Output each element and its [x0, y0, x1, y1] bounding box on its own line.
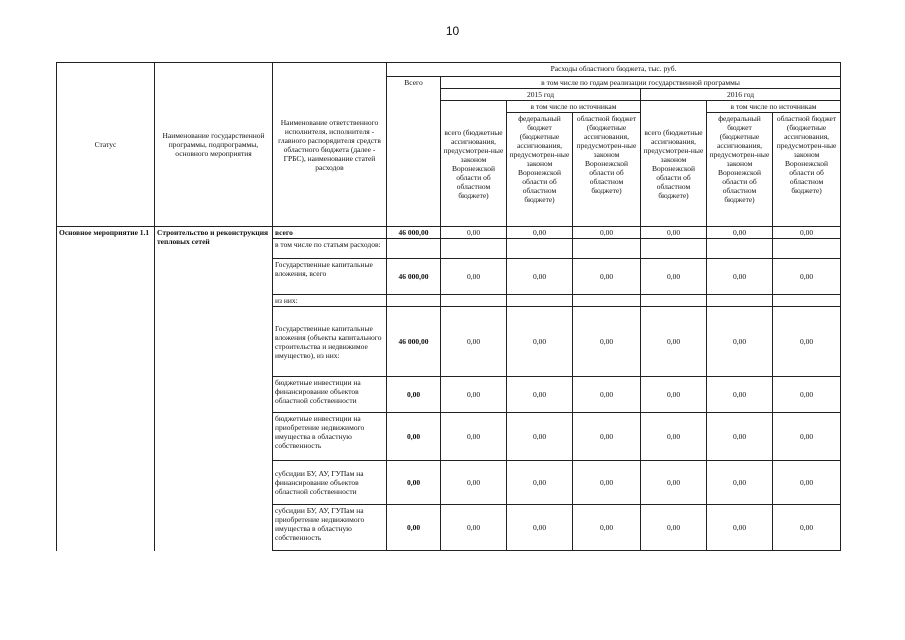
budget-table — [56, 62, 841, 551]
row-total: 46 000,00 — [387, 227, 441, 239]
row-value: 0,00 — [441, 505, 507, 551]
row-value — [441, 295, 507, 307]
row-total: 46 000,00 — [387, 259, 441, 295]
row-value: 0,00 — [773, 413, 841, 461]
row-value — [573, 295, 641, 307]
header-status: Статус — [57, 63, 155, 227]
row-total: 46 000,00 — [387, 307, 441, 377]
row-value: 0,00 — [507, 413, 573, 461]
row-value: 0,00 — [641, 505, 707, 551]
row-value: 0,00 — [707, 413, 773, 461]
row-value: 0,00 — [641, 461, 707, 505]
row-value — [641, 239, 707, 259]
row-total: 0,00 — [387, 461, 441, 505]
row-label: субсидии БУ, АУ, ГУПам на финансирование объектов областной собственности — [273, 461, 387, 505]
header-2016-federal: федеральный бюджет (бюджетные ассигнования, предусмотрен-ные законом Воронежской области об областном бюджете) — [707, 113, 773, 227]
row-value: 0,00 — [773, 227, 841, 239]
row-value — [507, 239, 573, 259]
row-value: 0,00 — [441, 413, 507, 461]
row-value: 0,00 — [707, 377, 773, 413]
row-value — [441, 239, 507, 259]
header-2015-regional: областной бюджет (бюджетные ассигнования, предусмотрен-ные законом Воронежской области об областном бюджете) — [573, 113, 641, 227]
row-label: Государственные капитальные вложения (объекты капитального строительства и недвижимое имущество), из них: — [273, 307, 387, 377]
row-value: 0,00 — [641, 377, 707, 413]
header-expenses-title: Расходы областного бюджета, тыс. руб. — [387, 63, 841, 77]
row-value: 0,00 — [441, 307, 507, 377]
header-2016-by-sources: в том числе по источникам — [707, 101, 841, 113]
row-value: 0,00 — [507, 307, 573, 377]
row-value — [773, 239, 841, 259]
header-year-2015: 2015 год — [441, 89, 641, 101]
row-label: бюджетные инвестиции на приобретение недвижимого имущества в областную собственность — [273, 413, 387, 461]
row-value: 0,00 — [707, 461, 773, 505]
header-row-1 — [57, 63, 841, 77]
row-value: 0,00 — [707, 259, 773, 295]
row-value: 0,00 — [573, 227, 641, 239]
row-value — [641, 295, 707, 307]
row-label: всего — [273, 227, 387, 239]
row-value — [573, 239, 641, 259]
header-program-name: Наименование государственной программы, подпрограммы, основного мероприятия — [155, 63, 273, 227]
row-value: 0,00 — [507, 461, 573, 505]
row-value: 0,00 — [641, 413, 707, 461]
row-value: 0,00 — [641, 259, 707, 295]
header-executor: Наименование ответственного исполнителя, исполнителя - главного распорядителя средств областного бюджета (далее - ГРБС), наименование статей расходов — [273, 63, 387, 227]
row-total: 0,00 — [387, 377, 441, 413]
table-row — [57, 227, 841, 239]
row-value: 0,00 — [573, 461, 641, 505]
row-label: Государственные капитальные вложения, всего — [273, 259, 387, 295]
row-value: 0,00 — [707, 307, 773, 377]
header-year-2016: 2016 год — [641, 89, 841, 101]
row-label: в том числе по статьям расходов: — [273, 239, 387, 259]
row-value: 0,00 — [773, 505, 841, 551]
row-value: 0,00 — [573, 413, 641, 461]
row-label: из них: — [273, 295, 387, 307]
row-label: бюджетные инвестиции на финансирование объектов областной собственности — [273, 377, 387, 413]
row-value: 0,00 — [441, 227, 507, 239]
row-value: 0,00 — [573, 259, 641, 295]
row-value: 0,00 — [773, 377, 841, 413]
row-value: 0,00 — [573, 377, 641, 413]
header-total: Всего — [387, 77, 441, 227]
header-by-years: в том числе по годам реализации государственной программы — [441, 77, 841, 89]
row-value: 0,00 — [441, 259, 507, 295]
row-total: 0,00 — [387, 505, 441, 551]
row-value: 0,00 — [773, 461, 841, 505]
row-value: 0,00 — [507, 227, 573, 239]
row-value: 0,00 — [507, 377, 573, 413]
row-value: 0,00 — [441, 461, 507, 505]
row-value: 0,00 — [641, 227, 707, 239]
program-name-cell: Строительство и реконструкция тепловых сетей — [155, 227, 273, 551]
header-2015-total: всего (бюджетные ассигнования, предусмотрен-ные законом Воронежской области об областном бюджете) — [441, 101, 507, 227]
row-value — [507, 295, 573, 307]
row-value: 0,00 — [573, 307, 641, 377]
page-number: 10 — [445, 24, 460, 38]
row-total: 0,00 — [387, 413, 441, 461]
row-value — [773, 295, 841, 307]
row-value — [707, 295, 773, 307]
header-2015-federal: федеральный бюджет (бюджетные ассигнования, предусмотрен-ные законом Воронежской области об областном бюджете) — [507, 113, 573, 227]
row-value: 0,00 — [773, 307, 841, 377]
header-2016-regional: областной бюджет (бюджетные ассигнования, предусмотрен-ные законом Воронежской области об областном бюджете) — [773, 113, 841, 227]
row-value: 0,00 — [707, 505, 773, 551]
row-value: 0,00 — [441, 377, 507, 413]
row-value — [707, 239, 773, 259]
header-2016-total: всего (бюджетные ассигнования, предусмотрен-ные законом Воронежской области об областном бюджете) — [641, 101, 707, 227]
row-value: 0,00 — [773, 259, 841, 295]
row-value: 0,00 — [573, 505, 641, 551]
row-value: 0,00 — [507, 259, 573, 295]
status-cell: Основное мероприятие 1.1 — [57, 227, 155, 551]
row-value: 0,00 — [707, 227, 773, 239]
row-total — [387, 295, 441, 307]
row-value: 0,00 — [641, 307, 707, 377]
row-value: 0,00 — [507, 505, 573, 551]
header-2015-by-sources: в том числе по источникам — [507, 101, 641, 113]
row-label: субсидии БУ, АУ, ГУПам на приобретение недвижимого имущества в областную собственность — [273, 505, 387, 551]
row-total — [387, 239, 441, 259]
